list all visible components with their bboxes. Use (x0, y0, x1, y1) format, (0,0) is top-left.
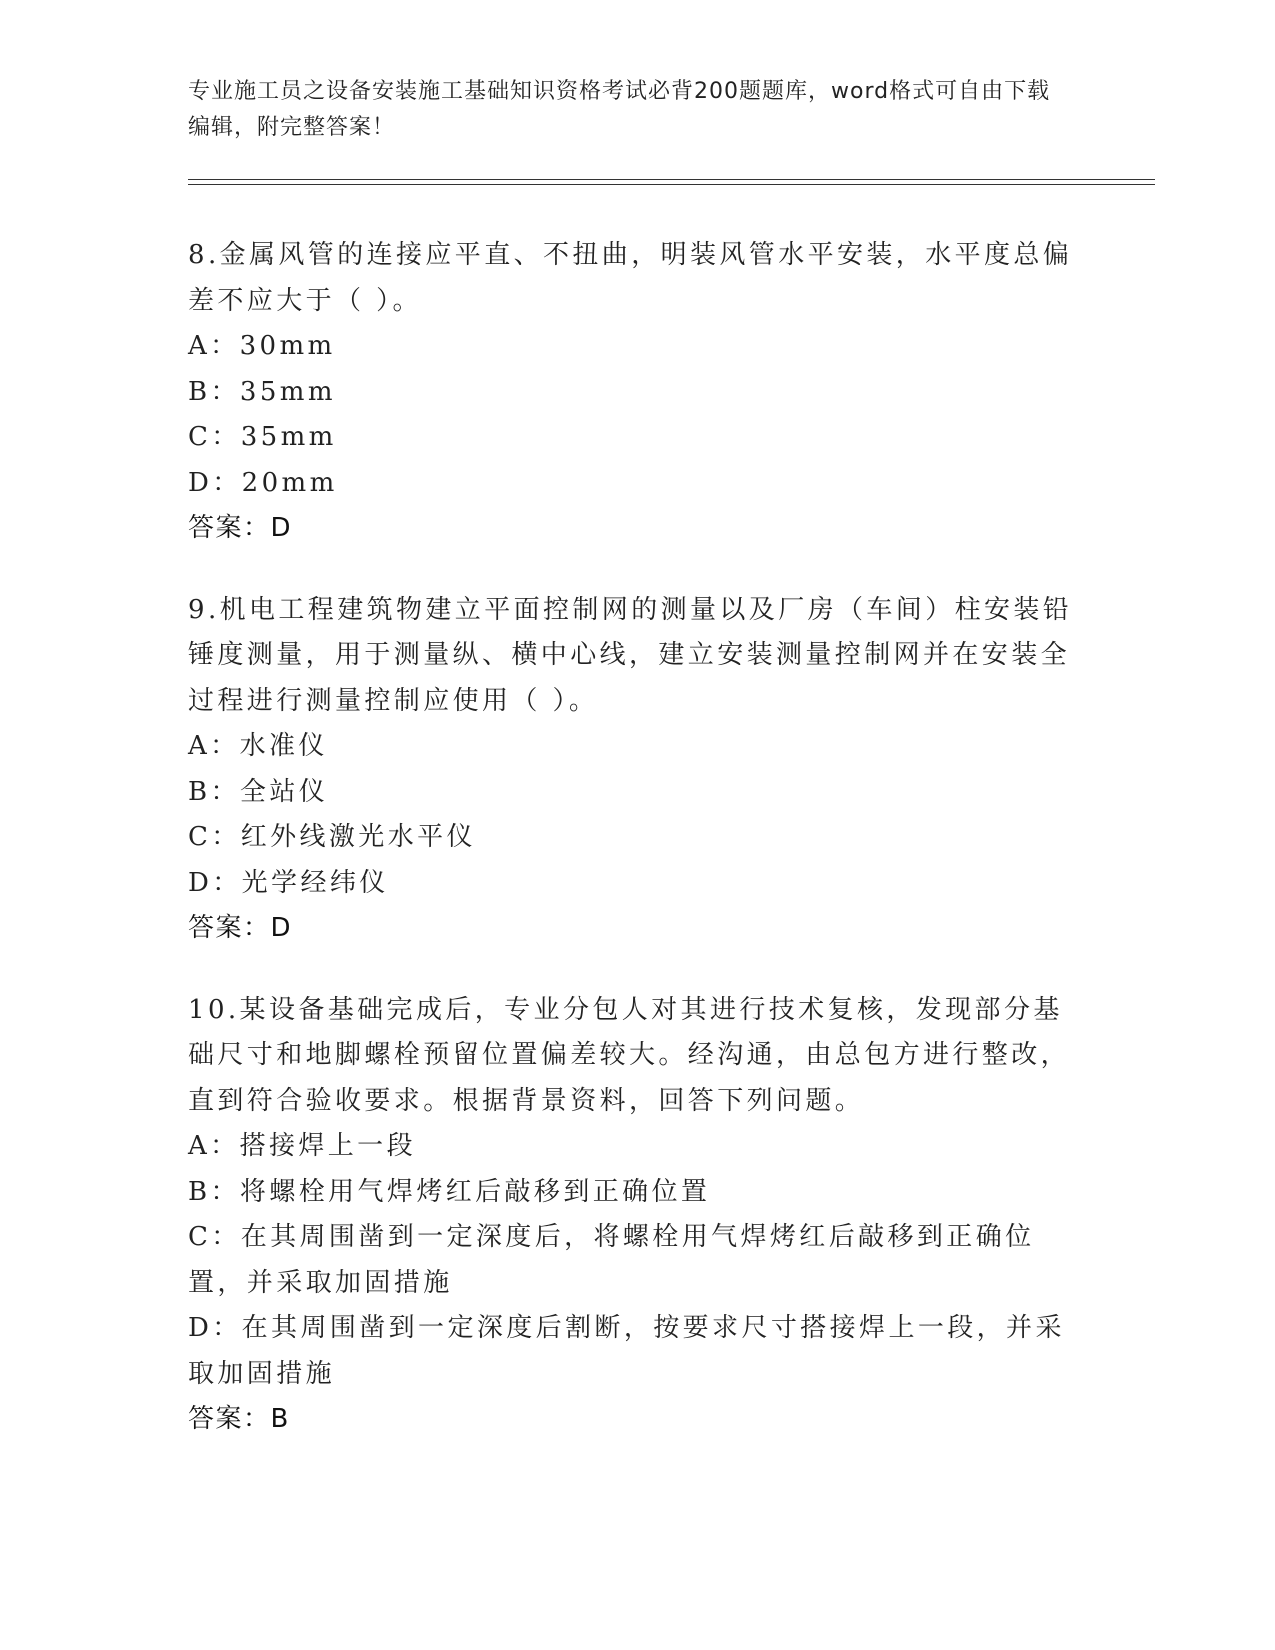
question-item (188, 588, 1088, 952)
question-item (188, 233, 1088, 552)
option-c (188, 415, 1088, 461)
option-key: D： (188, 467, 242, 498)
option-key: D： (188, 1313, 242, 1343)
option-text: 30mm (239, 331, 336, 361)
option-key: C： (188, 822, 241, 852)
option-b (188, 770, 1088, 816)
option-key: C： (188, 422, 241, 452)
question-stem: 9.机电工程建筑物建立平面控制网的测量以及厂房（车间）柱安装铅锤度测量，用于测量纵、横中心线，建立安装测量控制网并在安装全过程进行测量控制应使用（ ）。 (188, 594, 1073, 716)
document-header (188, 74, 1068, 146)
option-b (188, 1170, 1088, 1216)
option-a (188, 324, 1088, 370)
option-text: 搭接焊上一段 (239, 1131, 416, 1161)
option-b (188, 370, 1088, 416)
option-d (188, 461, 1088, 507)
option-text: 红外线激光水平仪 (240, 822, 476, 852)
header-rule-top (188, 179, 1155, 180)
option-text: 将螺栓用气焊烤红后敲移到正确位置 (239, 1176, 711, 1207)
header-rule-bottom (188, 184, 1155, 185)
option-text: 在其周围凿到一定深度后，将螺栓用气焊烤红后敲移到正确位置，并采取加固措施 (188, 1222, 1035, 1298)
option-key: A： (188, 731, 240, 761)
question-list (188, 233, 1088, 1479)
answer-line: 答案：D (188, 913, 293, 943)
option-text: 35mm (240, 422, 337, 452)
option-key: B： (188, 1176, 240, 1207)
answer-line: 答案：D (188, 513, 293, 543)
option-key: D： (188, 867, 242, 898)
header-text: 专业施工员之设备安装施工基础知识资格考试必背200题题库，word格式可自由下载编辑，附完整答案！ (188, 79, 1051, 140)
option-key: A： (188, 331, 240, 361)
option-text: 20mm (241, 467, 338, 498)
option-text: 全站仪 (239, 776, 329, 807)
answer-line: 答案：B (188, 1404, 290, 1434)
option-c (188, 815, 1088, 861)
question-stem: 10.某设备基础完成后，专业分包人对其进行技术复核，发现部分基础尺寸和地脚螺栓预留位置偏差较大。经沟通，由总包方进行整改，直到符合验收要求。根据背景资料，回答下列问题。 (188, 994, 1071, 1116)
option-key: B： (188, 776, 240, 807)
option-a (188, 724, 1088, 770)
question-item (188, 988, 1088, 1443)
option-text: 在其周围凿到一定深度后割断，按要求尺寸搭接焊上一段，并采取加固措施 (188, 1313, 1065, 1389)
question-stem: 8.金属风管的连接应平直、不扭曲，明装风管水平安装，水平度总偏差不应大于（ ）。 (188, 240, 1073, 316)
option-text: 光学经纬仪 (241, 867, 389, 898)
option-d (188, 1306, 1088, 1397)
option-text: 35mm (239, 376, 336, 407)
option-d (188, 861, 1088, 907)
option-c (188, 1215, 1088, 1306)
option-key: B： (188, 376, 240, 407)
option-key: C： (188, 1222, 241, 1252)
option-text: 水准仪 (239, 731, 328, 761)
option-key: A： (188, 1131, 240, 1161)
option-a (188, 1124, 1088, 1170)
